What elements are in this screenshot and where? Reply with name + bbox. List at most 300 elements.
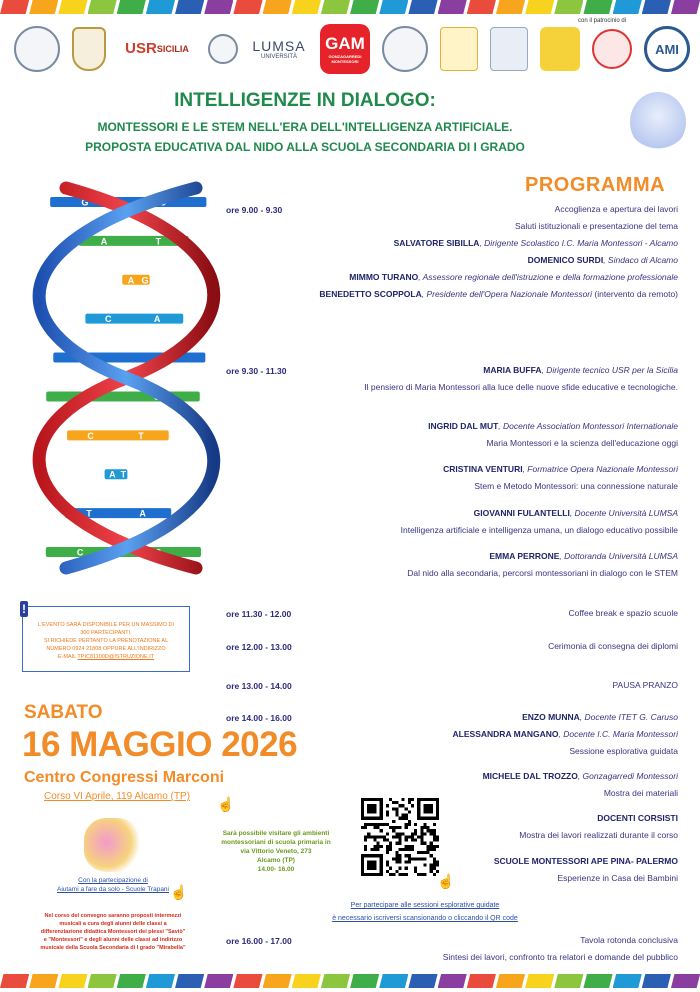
qr-module: [417, 873, 420, 876]
qr-module: [436, 845, 439, 848]
qr-module: [430, 867, 433, 870]
qr-module: [405, 814, 408, 817]
qr-module: [414, 823, 417, 826]
stripe-segment: [350, 974, 379, 988]
qr-module: [395, 860, 398, 863]
qr-module: [364, 848, 367, 851]
speaker-name: DOCENTI CORSISTI: [597, 813, 678, 823]
pointer-hand-icon: ☝: [217, 796, 235, 812]
speaker-name: BENEDETTO SCOPPOLA: [319, 289, 422, 299]
speaker-name: ALESSANDRA MANGANO: [452, 729, 559, 739]
qr-instructions-link[interactable]: [300, 899, 550, 925]
qr-module: [398, 826, 401, 829]
qr-module: [380, 845, 383, 848]
qr-module: [423, 873, 426, 876]
qr-module: [433, 848, 436, 851]
stripe-segment: [642, 0, 671, 14]
qr-module: [367, 832, 370, 835]
time-slot-7: ore 16.00 - 17.00: [226, 936, 292, 946]
qr-module: [389, 873, 392, 876]
speaker-role: , Sindaco di Alcamo: [603, 255, 678, 265]
qr-module: [420, 835, 423, 838]
notice-line: NUMERO 0924 21808 OPPURE ALL'INDIRIZZO: [46, 646, 166, 652]
qr-module: [430, 832, 433, 835]
qr-module: [398, 835, 401, 838]
qr-module: [420, 842, 423, 845]
visit-line: 14.00- 16.00: [257, 866, 295, 873]
qr-module: [398, 857, 401, 860]
qr-module: [408, 801, 411, 804]
pointer-hand-icon: ☝: [437, 873, 455, 889]
qr-module: [361, 826, 364, 829]
registration-qr-code[interactable]: [361, 798, 439, 876]
time-slot-1: ore 9.00 - 9.30: [226, 205, 283, 215]
dna-helix-illustration: [26, 178, 226, 576]
qr-module: [395, 842, 398, 845]
opera-montessori-logo: [382, 26, 428, 72]
dna-base-letter: A: [153, 314, 161, 325]
dna-base-letter: T: [120, 469, 127, 480]
qr-finder-module: [367, 860, 376, 869]
ami-logo: [644, 26, 690, 72]
diploma-ceremony: Cerimonia di consegna dei diplomi: [548, 641, 678, 651]
speaker-role: , Assessore regionale dell'istruzione e della formazione professionale: [418, 272, 678, 282]
stripe-segment: [0, 974, 29, 988]
dna-base-pair: [67, 430, 169, 440]
stripe-segment: [29, 0, 58, 14]
qr-module: [402, 798, 405, 801]
qr-module: [386, 851, 389, 854]
qr-module: [411, 804, 414, 807]
speaker-role: , Dirigente Scolastico I.C. Maria Montessori - Alcamo: [479, 238, 678, 248]
dna-base-letter: G: [154, 547, 162, 558]
qr-module: [405, 867, 408, 870]
dna-base-letter: T: [138, 430, 144, 441]
qr-module: [430, 864, 433, 867]
dna-base-letter: G: [159, 353, 167, 364]
speaker-role: , Dirigente tecnico USR per la Sicilia: [541, 365, 678, 375]
stripe-segment: [467, 974, 496, 988]
stripe-segment: [525, 0, 554, 14]
qr-module: [373, 823, 376, 826]
montessori-portrait: [630, 92, 686, 152]
qr-module: [436, 839, 439, 842]
qr-module: [402, 832, 405, 835]
qr-module: [380, 829, 383, 832]
qr-module: [430, 854, 433, 857]
qr-module: [423, 832, 426, 835]
regione-sicilia-logo: [540, 27, 580, 71]
qr-module: [433, 839, 436, 842]
speaker-name: DOMENICO SURDI: [527, 255, 604, 265]
qr-module: [395, 826, 398, 829]
usr-label: USR: [125, 40, 157, 57]
qr-module: [436, 860, 439, 863]
stripe-segment: [554, 974, 583, 988]
qr-module: [383, 835, 386, 838]
lumsa-sub-label: UNIVERSITÀ: [260, 54, 297, 60]
qr-module: [427, 826, 430, 829]
qr-module: [408, 848, 411, 851]
qr-module: [392, 829, 395, 832]
qr-module: [386, 848, 389, 851]
talk-topic: Stem e Metodo Montessori: una connessione naturale: [474, 481, 678, 491]
qr-module: [386, 814, 389, 817]
qr-module: [408, 860, 411, 863]
qr-module: [433, 867, 436, 870]
qr-module: [423, 864, 426, 867]
qr-module: [427, 829, 430, 832]
speaker-name: CRISTINA VENTURI: [443, 464, 523, 474]
qr-module: [392, 826, 395, 829]
qr-module: [408, 823, 411, 826]
notice-line: [27, 653, 185, 661]
lumsa-label: LUMSA: [252, 38, 306, 54]
stripe-segment: [175, 0, 204, 14]
qr-module: [398, 860, 401, 863]
dna-base-letter: G: [81, 197, 89, 208]
opening-line: Accoglienza e apertura dei lavori: [554, 204, 678, 214]
stripe-segment: [204, 974, 233, 988]
music-interludes-note: [18, 912, 208, 952]
qr-module: [395, 807, 398, 810]
dna-base-letter: T: [155, 236, 162, 247]
talk-topic: Mostra dei materiali: [603, 788, 678, 798]
qr-finder-module: [367, 804, 376, 813]
visit-line: Alcamo (TP): [257, 857, 295, 864]
stripe-segment: [438, 0, 467, 14]
qr-module: [398, 839, 401, 842]
note-line: musicali a cura degli alunni delle classi a: [59, 921, 167, 927]
dna-base-letter: C: [87, 430, 94, 441]
speaker-role: , Formatrice Opera Nazionale Montessori: [522, 464, 678, 474]
qr-module: [386, 804, 389, 807]
stripe-segment: [29, 974, 58, 988]
usr-sub-label: SICILIA: [156, 44, 189, 54]
afternoon-session: [308, 709, 678, 760]
stripe-segment: [438, 974, 467, 988]
partner-line: Aiutami a fare da solo - Scuole Trapani: [56, 886, 169, 893]
dna-base-pair: [85, 314, 183, 324]
stripe-segment: [117, 0, 146, 14]
qr-module: [398, 842, 401, 845]
qr-module: [427, 845, 430, 848]
qr-module: [389, 842, 392, 845]
stripe-segment: [554, 0, 583, 14]
qr-module: [398, 832, 401, 835]
qr-module: [392, 807, 395, 810]
stripe-segment: [146, 974, 175, 988]
programma-heading: PROGRAMMA: [525, 174, 666, 196]
qr-module: [377, 826, 380, 829]
stripe-segment: [408, 0, 437, 14]
talk-venturi: [308, 461, 678, 495]
qr-module: [364, 845, 367, 848]
qr-module: [414, 867, 417, 870]
stripe-segment: [496, 974, 525, 988]
event-venue: Centro Congressi Marconi: [24, 769, 225, 786]
qr-module: [386, 845, 389, 848]
qr-module: [398, 848, 401, 851]
page-subtitle-2: PROPOSTA EDUCATIVA DAL NIDO ALLA SCUOLA SECONDARIA DI I GRADO: [85, 140, 525, 154]
note-line: differenziazione didattica Montessori dei plessi "Saviò": [40, 929, 186, 935]
speaker-role: , Gonzagarredi Montessori: [577, 771, 678, 781]
itet-caruso-logo: [490, 27, 528, 71]
session-topic: Sessione esplorativa guidata: [569, 746, 678, 756]
qr-module: [420, 826, 423, 829]
stripe-segment: [321, 974, 350, 988]
lunch-break: PAUSA PRANZO: [612, 680, 678, 690]
speaker-name: SALVATORE SIBILLA: [393, 238, 480, 248]
qr-module: [430, 845, 433, 848]
speaker-name: GIOVANNI FULANTELLI: [473, 508, 570, 518]
pointer-hand-icon: ☝: [170, 884, 188, 900]
qr-module: [389, 826, 392, 829]
qr-module: [411, 845, 414, 848]
note-line: e "Montessori" e degli alunni delle classi ad indirizzo: [43, 937, 183, 943]
stripe-segment: [379, 0, 408, 14]
speaker-role: , Presidente dell'Opera Nazionale Montessori: [421, 289, 593, 299]
time-slot-3: ore 11.30 - 12.00: [226, 609, 292, 619]
dna-base-letter: C: [76, 547, 84, 558]
qr-module: [405, 845, 408, 848]
qr-module: [377, 842, 380, 845]
qr-module: [386, 810, 389, 813]
onm-logo: [592, 29, 632, 69]
dna-base-letter: T: [86, 508, 92, 519]
qr-module: [414, 857, 417, 860]
notice-email-prefix: E-MAIL: [57, 654, 78, 660]
stripe-segment: [58, 0, 87, 14]
qr-module: [392, 835, 395, 838]
qr-module: [411, 798, 414, 801]
dna-base-letter: A: [109, 469, 116, 480]
qr-module: [398, 854, 401, 857]
stripe-segment: [204, 0, 233, 14]
time-slot-6: ore 14.00 - 16.00: [226, 713, 292, 723]
speaker-role: , Dottoranda Università LUMSA: [559, 551, 678, 561]
qr-module: [373, 835, 376, 838]
stripe-segment: [496, 0, 525, 14]
stripe-segment: [292, 0, 321, 14]
qr-module: [370, 848, 373, 851]
greetings-line: Saluti istituzionali e presentazione del tema: [514, 221, 678, 231]
qr-module: [433, 829, 436, 832]
qr-module: [386, 860, 389, 863]
round-table: [308, 932, 678, 966]
qr-module: [402, 817, 405, 820]
qr-module: [430, 870, 433, 873]
patronage-label: con il patrocinio di: [578, 18, 627, 24]
qr-line: è necessario iscriversi scansionando o cliccando il QR code: [332, 915, 518, 922]
stripe-segment: [292, 974, 321, 988]
stripe-segment: [321, 0, 350, 14]
qr-module: [411, 832, 414, 835]
qr-module: [377, 848, 380, 851]
page-subtitle-1: MONTESSORI E LE STEM NELL'ERA DELL'INTELLIGENZA ARTIFICIALE.: [97, 120, 513, 134]
qr-module: [408, 798, 411, 801]
coffee-break: Coffee break e spazio scuole: [568, 608, 678, 618]
qr-module: [392, 857, 395, 860]
qr-line: Per partecipare alle sessioni esplorative guidate: [350, 902, 500, 909]
qr-module: [408, 810, 411, 813]
speaker-note: (intervento da remoto): [592, 289, 678, 299]
stripe-segment: [671, 974, 700, 988]
qr-module: [414, 829, 417, 832]
qr-module: [423, 826, 426, 829]
time-slot-5: ore 13.00 - 14.00: [226, 681, 292, 691]
event-date: 16 MAGGIO 2026: [22, 725, 298, 764]
qr-module: [389, 845, 392, 848]
qr-module: [423, 842, 426, 845]
qr-module: [430, 829, 433, 832]
stripe-segment: [525, 974, 554, 988]
qr-module: [420, 857, 423, 860]
qr-module: [414, 832, 417, 835]
qr-module: [408, 857, 411, 860]
qr-module: [433, 873, 436, 876]
talk-topic: Intelligenza artificiale e intelligenza umana, un dialogo educativo possibile: [400, 525, 678, 535]
gam-sub-label: GONZAGARREDI MONTESSORI: [328, 54, 362, 64]
qr-module: [414, 839, 417, 842]
qr-module: [423, 851, 426, 854]
dna-base-letter: A: [100, 236, 108, 247]
qr-module: [405, 839, 408, 842]
qr-module: [380, 835, 383, 838]
qr-module: [395, 851, 398, 854]
notice-line: L'EVENTO SARÀ DISPONIBILE PER UN MASSIMO DI: [37, 622, 175, 628]
qr-module: [433, 835, 436, 838]
qr-module: [395, 832, 398, 835]
stripe-segment: [613, 0, 642, 14]
notice-email-link[interactable]: TPIC81100D@ISTRUZIONE.IT: [77, 654, 155, 660]
qr-module: [398, 873, 401, 876]
lumsa-logo: [250, 38, 308, 60]
qr-module: [383, 823, 386, 826]
speaker-surdi: [308, 252, 678, 269]
qr-module: [373, 839, 376, 842]
qr-module: [395, 810, 398, 813]
speaker-name: MIMMO TURANO: [349, 272, 419, 282]
qr-module: [420, 832, 423, 835]
ape-pina-logo: [440, 27, 478, 71]
stripe-segment: [88, 974, 117, 988]
qr-module: [411, 857, 414, 860]
dna-base-letter: C: [76, 391, 84, 402]
speaker-name: INGRID DAL MUT: [428, 421, 499, 431]
qr-module: [408, 820, 411, 823]
talk-buffa: [308, 362, 678, 396]
republic-emblem-logo: [208, 34, 238, 64]
stripe-segment: [233, 0, 262, 14]
speaker-turano: [308, 269, 678, 286]
city-crest-logo: [72, 27, 106, 71]
speaker-role: , Docente I.C. Maria Montessori: [558, 729, 678, 739]
talk-perrone: [308, 548, 678, 582]
qr-module: [367, 823, 370, 826]
qr-module: [433, 832, 436, 835]
qr-module: [383, 839, 386, 842]
qr-module: [417, 835, 420, 838]
speaker-name: EMMA PERRONE: [489, 551, 560, 561]
partner-line: Con la partecipazione di: [78, 877, 148, 884]
qr-module: [380, 823, 383, 826]
gam-logo: [320, 24, 370, 74]
stripe-segment: [58, 974, 87, 988]
ami-label: AMI: [655, 41, 679, 57]
note-line: musicale della Scuola Secondaria di I grado "Mirabella": [40, 945, 186, 951]
speaker-scoppola: [308, 286, 678, 303]
qr-module: [395, 814, 398, 817]
qr-module: [405, 807, 408, 810]
notice-line: 300 PARTECIPANTI.: [80, 630, 132, 636]
qr-module: [398, 817, 401, 820]
qr-module: [414, 870, 417, 873]
stripe-segment: [642, 974, 671, 988]
qr-module: [420, 829, 423, 832]
qr-module: [392, 820, 395, 823]
qr-module: [386, 870, 389, 873]
qr-module: [398, 867, 401, 870]
speaker-name: SCUOLE MONTESSORI APE PINA- PALERMO: [493, 856, 678, 866]
qr-module: [370, 823, 373, 826]
dna-base-letter: C: [159, 197, 167, 208]
qr-module: [398, 804, 401, 807]
stripe-segment: [583, 0, 612, 14]
qr-module: [392, 873, 395, 876]
visit-note: [216, 829, 336, 874]
bottom-color-stripe: [0, 974, 700, 988]
dna-base-letter: T: [83, 353, 90, 364]
stripe-segment: [583, 974, 612, 988]
qr-module: [423, 857, 426, 860]
qr-module: [405, 854, 408, 857]
qr-module: [386, 839, 389, 842]
qr-module: [395, 870, 398, 873]
qr-module: [395, 854, 398, 857]
qr-module: [405, 817, 408, 820]
qr-module: [386, 832, 389, 835]
qr-module: [433, 845, 436, 848]
qr-module: [386, 823, 389, 826]
round-table-desc: Sintesi dei lavori, confronto tra relatori e domande del pubblico: [442, 952, 678, 962]
stripe-segment: [263, 0, 292, 14]
qr-module: [395, 801, 398, 804]
qr-module: [377, 823, 380, 826]
opening-block: [308, 201, 678, 303]
talk-fulantelli: [308, 505, 678, 539]
talk-topic: Esperienze in Casa dei Bambini: [557, 873, 678, 883]
stripe-segment: [467, 0, 496, 14]
qr-module: [386, 864, 389, 867]
qr-module: [411, 835, 414, 838]
speaker-role: , Docente Università LUMSA: [569, 508, 678, 518]
qr-module: [405, 860, 408, 863]
event-address-link[interactable]: Corso VI Aprile, 119 Alcamo (TP): [44, 791, 190, 802]
speaker-name: ENZO MUNNA: [522, 712, 580, 722]
exclamation-icon: !: [22, 602, 26, 616]
stripe-segment: [0, 0, 29, 14]
partner-logos: [14, 18, 690, 80]
stripe-segment: [671, 0, 700, 14]
school-logo: [14, 26, 60, 72]
talk-daltrozzo: [308, 768, 678, 802]
qr-module: [433, 823, 436, 826]
usr-sicilia-logo: [118, 42, 196, 56]
qr-module: [373, 826, 376, 829]
qr-module: [405, 826, 408, 829]
qr-module: [433, 857, 436, 860]
